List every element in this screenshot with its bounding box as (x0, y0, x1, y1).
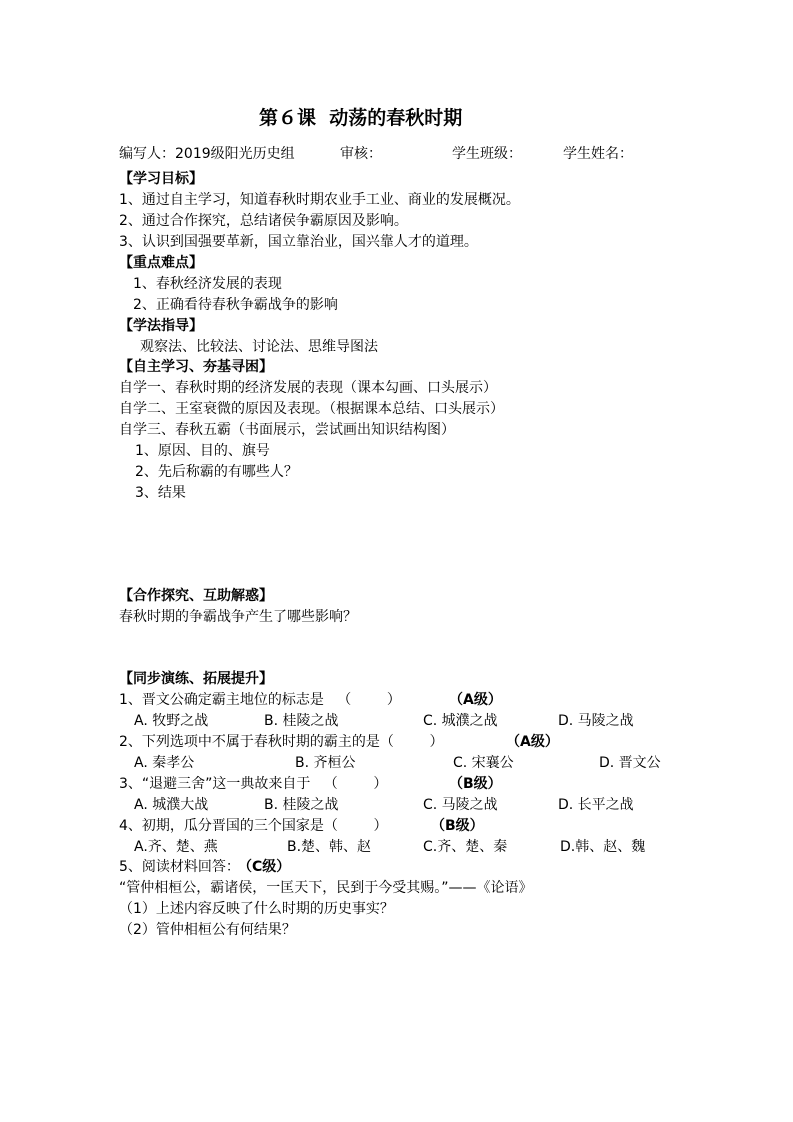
author-label: 编写人：2019级阳光历史组 (119, 146, 295, 162)
answer-option: A.齐、楚、燕 (134, 839, 218, 855)
answer-option: B. 齐桓公 (295, 755, 356, 771)
question-stem: 2、下列选项中不属于春秋时期的霸主的是（ ） (119, 734, 444, 750)
answer-option: D. 晋文公 (599, 755, 661, 771)
question-level: （B级） (431, 818, 484, 834)
answer-option: B. 桂陵之战 (264, 797, 339, 813)
answer-option: B. 桂陵之战 (264, 713, 339, 729)
self-study-item: 自学三、春秋五霸（书面展示，尝试画出知识结构图） (119, 422, 455, 438)
answer-option: C. 城濮之战 (423, 713, 498, 729)
method-text: 观察法、比较法、讨论法、思维导图法 (140, 339, 378, 355)
answer-option: B.楚、韩、赵 (287, 839, 372, 855)
answer-option: A. 牧野之战 (134, 713, 209, 729)
question-stem: 5、阅读材料回答： (119, 859, 240, 875)
class-label: 学生班级： (452, 146, 522, 162)
answer-option: D. 长平之战 (558, 797, 634, 813)
self-study-heading: 【自主学习、夯基寻困】 (119, 359, 273, 375)
goal-item: 1、通过自主学习，知道春秋时期农业手工业、商业的发展概况。 (119, 192, 520, 208)
reading-quote: “管仲相桓公，霸诸侯，一匡天下，民到于今受其赐。”——《论语》 (119, 880, 533, 896)
answer-option: C. 马陵之战 (423, 797, 498, 813)
question-level: （B级） (449, 776, 502, 792)
question-level: （A级） (506, 734, 559, 750)
answer-option: C. 宋襄公 (453, 755, 514, 771)
cooperation-heading: 【合作探究、互助解惑】 (119, 588, 273, 604)
question-stem: 1、晋文公确定霸主地位的标志是 （ ） (119, 692, 401, 708)
question-stem: 3、“退避三舍”这一典故来自于 （ ） (119, 776, 388, 792)
goals-heading: 【学习目标】 (119, 171, 203, 187)
self-study-item: 自学二、王室衰微的原因及表现。（根据课本总结、口头展示） (119, 401, 504, 417)
key-points-heading: 【重点难点】 (119, 255, 203, 271)
self-study-item: 自学一、春秋时期的经济发展的表现（课本勾画、口头展示） (119, 380, 497, 396)
name-label: 学生姓名： (563, 146, 633, 162)
question-stem: 4、初期，瓜分晋国的三个国家是（ ） (119, 818, 388, 834)
page-title: 第６课 动荡的春秋时期 (259, 107, 463, 129)
answer-option: D.韩、赵、魏 (560, 839, 646, 855)
key-point-item: 2、正确看待春秋争霸战争的影响 (133, 297, 338, 313)
method-heading: 【学法指导】 (119, 318, 203, 334)
question-level: （C级） (238, 859, 291, 875)
answer-option: A. 秦孝公 (134, 755, 195, 771)
self-study-sub-item: 3、结果 (135, 485, 186, 501)
answer-option: D. 马陵之战 (558, 713, 634, 729)
self-study-sub-item: 2、先后称霸的有哪些人？ (135, 464, 298, 480)
question-level: （A级） (449, 692, 502, 708)
goal-item: 2、通过合作探究，总结诸侯争霸原因及影响。 (119, 213, 408, 229)
sub-question: （1）上述内容反映了什么时期的历史事实？ (119, 901, 394, 917)
sub-question: （2）管仲相桓公有何结果？ (119, 922, 296, 938)
answer-option: C.齐、楚、秦 (423, 839, 508, 855)
key-point-item: 1、春秋经济发展的表现 (133, 276, 282, 292)
answer-option: A. 城濮大战 (134, 797, 209, 813)
reviewer-label: 审核： (340, 146, 382, 162)
cooperation-question: 春秋时期的争霸战争产生了哪些影响？ (119, 609, 357, 625)
self-study-sub-item: 1、原因、目的、旗号 (135, 443, 270, 459)
practice-heading: 【同步演练、拓展提升】 (119, 671, 273, 687)
goal-item: 3、认识到国强要革新，国立靠治业，国兴靠人才的道理。 (119, 234, 478, 250)
